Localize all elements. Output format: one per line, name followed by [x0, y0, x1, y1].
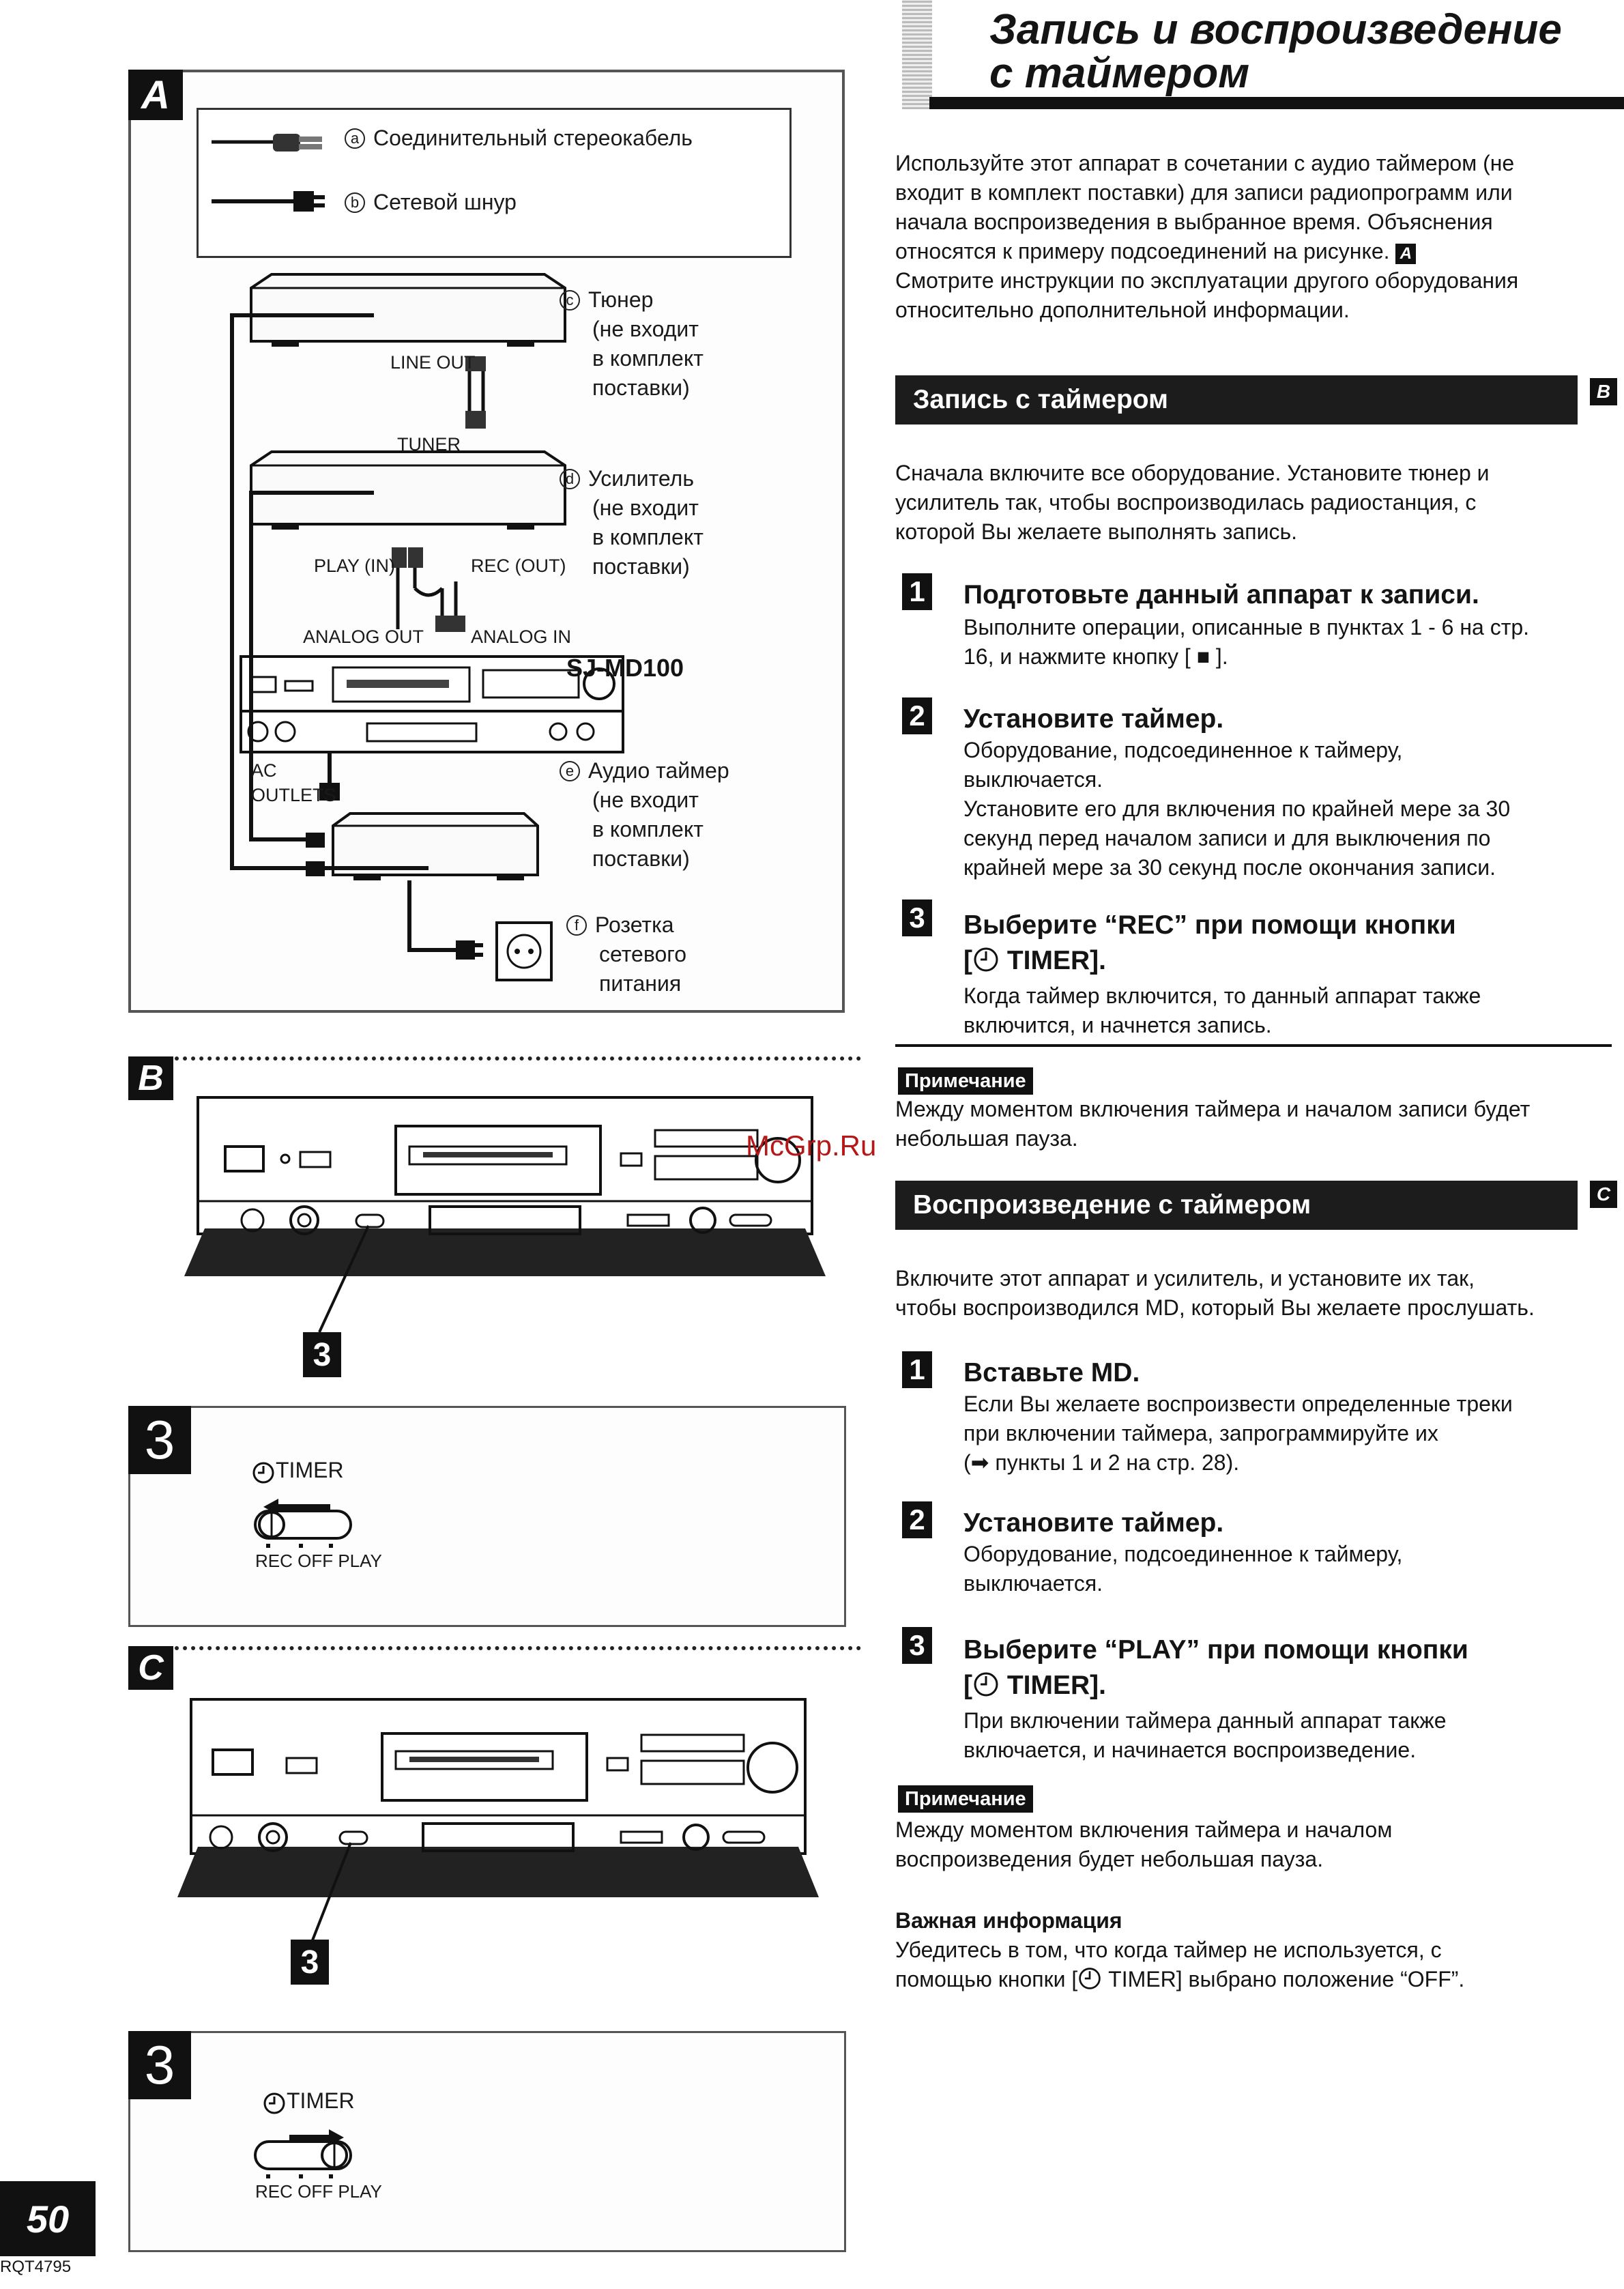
jack-rec-out: REC (OUT): [471, 556, 566, 576]
page-number: 50: [0, 2181, 96, 2256]
play-step-1-number: 1: [902, 1351, 932, 1388]
play-step-1-heading: Вставьте MD.: [963, 1358, 1140, 1387]
timer-label-b: TIMER: [276, 1458, 344, 1482]
figure-b-divider: [175, 1056, 861, 1061]
legend-item-b: b Сетевой шнур: [345, 187, 517, 217]
figure-b-step-number: 3: [128, 1406, 191, 1474]
play-step-1-body: Если Вы желаете воспроизвести определенные треки при включении таймера, запрограммируйте их (➡ пункты 1 и 2 на стр. 28).: [963, 1392, 1513, 1475]
rec-step-2-number: 2: [902, 697, 932, 734]
rec-step-1-heading: Подготовьте данный аппарат к записи.: [963, 580, 1479, 609]
play-step-3-heading: Выберите “PLAY” при помощи кнопки [ TIMER].: [963, 1635, 1468, 1700]
timer-label: e Аудио таймер (не входит в комплект поставки): [560, 756, 729, 874]
outlet-label: f Розетка сетевого питания: [566, 910, 686, 998]
play-step-3-number: 3: [902, 1627, 932, 1664]
section-play-header: Воспроизведение с таймером: [895, 1181, 1578, 1230]
clock-icon: [972, 1671, 1000, 1698]
clock-icon: [1077, 1966, 1102, 1991]
tuner-label: c Тюнер (не входит в комплект поставки): [560, 285, 704, 403]
figure-c-callout: 3: [291, 1940, 329, 1985]
figure-ref-b: B: [1590, 378, 1617, 405]
rec-step-2-heading: Установите таймер.: [963, 704, 1224, 734]
jack-analog-out: ANALOG OUT: [303, 627, 424, 647]
play-step-2-number: 2: [902, 1501, 932, 1538]
figure-b-step-frame: [128, 1406, 846, 1627]
intro-paragraph: Используйте этот аппарат в сочетании с аудио таймером (не входит в комплект поставки) для записи радиопрограмм или начала воспроизведения в выбранное время. Объяснения относятся к примеру подсоединений на рисунке. A Смотрите инструкции по эксплуатации другого оборудования относительно дополнительной информации.: [895, 151, 1519, 322]
jack-play-in: PLAY (IN): [314, 556, 396, 576]
rec-step-3-number: 3: [902, 899, 932, 936]
play-step-2-heading: Установите таймер.: [963, 1508, 1224, 1538]
legend-item-a: a Соединительный стереокабель: [345, 123, 693, 153]
watermark: McGrp.Ru: [746, 1129, 877, 1162]
divider: [895, 1044, 1612, 1047]
rec-step-1-number: 1: [902, 573, 932, 610]
jack-analog-in: ANALOG IN: [471, 627, 572, 647]
rec-step-2-body: Оборудование, подсоединенное к таймеру, выключается. Установите его для включения по крайней мере за 30 секунд перед началом записи и для выключения по крайней мере за 30 секунд после окончания записи.: [963, 738, 1511, 880]
clock-icon: [972, 946, 1000, 973]
important-text: Убедитесь в том, что когда таймер не используется, с помощью кнопки [ TIMER] выбрано положение “OFF”.: [895, 1938, 1465, 1991]
figure-b-callout: 3: [303, 1332, 341, 1377]
ac-label: AC: [251, 760, 277, 781]
important-heading: Важная информация: [895, 1908, 1122, 1933]
title-underline: [929, 97, 1624, 109]
connection-diagram: [128, 70, 845, 1013]
play-step-3-body: При включении таймера данный аппарат также включается, и начинается воспроизведение.: [963, 1708, 1447, 1762]
model-name: SJ-MD100: [566, 654, 684, 682]
figure-c-step-number: 3: [128, 2031, 191, 2099]
figure-ref-a: A: [1395, 244, 1416, 264]
play-note-label: Примечание: [898, 1785, 1033, 1813]
figure-ref-c: C: [1590, 1181, 1617, 1208]
section-rec-lead: Сначала включите все оборудование. Установите тюнер и усилитель так, чтобы воспроизводилась радиостанция, с которой Вы желаете выполнять запись.: [895, 461, 1490, 544]
section-play-lead: Включите этот аппарат и усилитель, и установите их так, чтобы воспроизводился MD, который Вы желаете прослушать.: [895, 1266, 1535, 1320]
figure-a-tag: A: [128, 70, 183, 120]
rec-step-3-body: Когда таймер включится, то данный аппарат также включится, и начнется запись.: [963, 983, 1481, 1037]
play-note-text: Между моментом включения таймера и началом воспроизведения будет небольшая пауза.: [895, 1817, 1393, 1871]
jack-tuner: TUNER: [397, 434, 461, 455]
switch-positions-b: REC OFF PLAY: [255, 1551, 382, 1571]
switch-positions-c: REC OFF PLAY: [255, 2181, 382, 2202]
rec-step-3-heading: Выберите “REC” при помощи кнопки [ TIMER].: [963, 910, 1456, 975]
figure-b-tag: B: [128, 1056, 173, 1100]
figure-c-tag: C: [128, 1646, 173, 1690]
timer-label-c: TIMER: [287, 2088, 355, 2113]
page-code: RQT4795: [0, 2258, 72, 2276]
rec-note-text: Между моментом включения таймера и началом записи будет небольшая пауза.: [895, 1097, 1531, 1151]
jack-line-out: LINE OUT: [390, 352, 476, 373]
page-title: Запись и воспроизведение с таймером: [989, 6, 1562, 97]
rec-note-label: Примечание: [898, 1067, 1033, 1095]
section-rec-header: Запись с таймером: [895, 375, 1578, 424]
figure-c-divider: [175, 1646, 861, 1650]
play-step-2-body: Оборудование, подсоединенное к таймеру, выключается.: [963, 1542, 1403, 1596]
amplifier-label: d Усилитель (не входит в комплект поставки): [560, 464, 704, 581]
figure-c-step-frame: [128, 2031, 846, 2252]
recorder-front-panel-b: [184, 1085, 853, 1304]
title-texture: [902, 0, 932, 109]
outlets-label: OUTLETS: [251, 785, 336, 805]
rec-step-1-body: Выполните операции, описанные в пунктах 1 - 6 на стр. 16, и нажмите кнопку [ ■ ].: [963, 615, 1530, 669]
recorder-front-panel-c: [164, 1693, 846, 1911]
